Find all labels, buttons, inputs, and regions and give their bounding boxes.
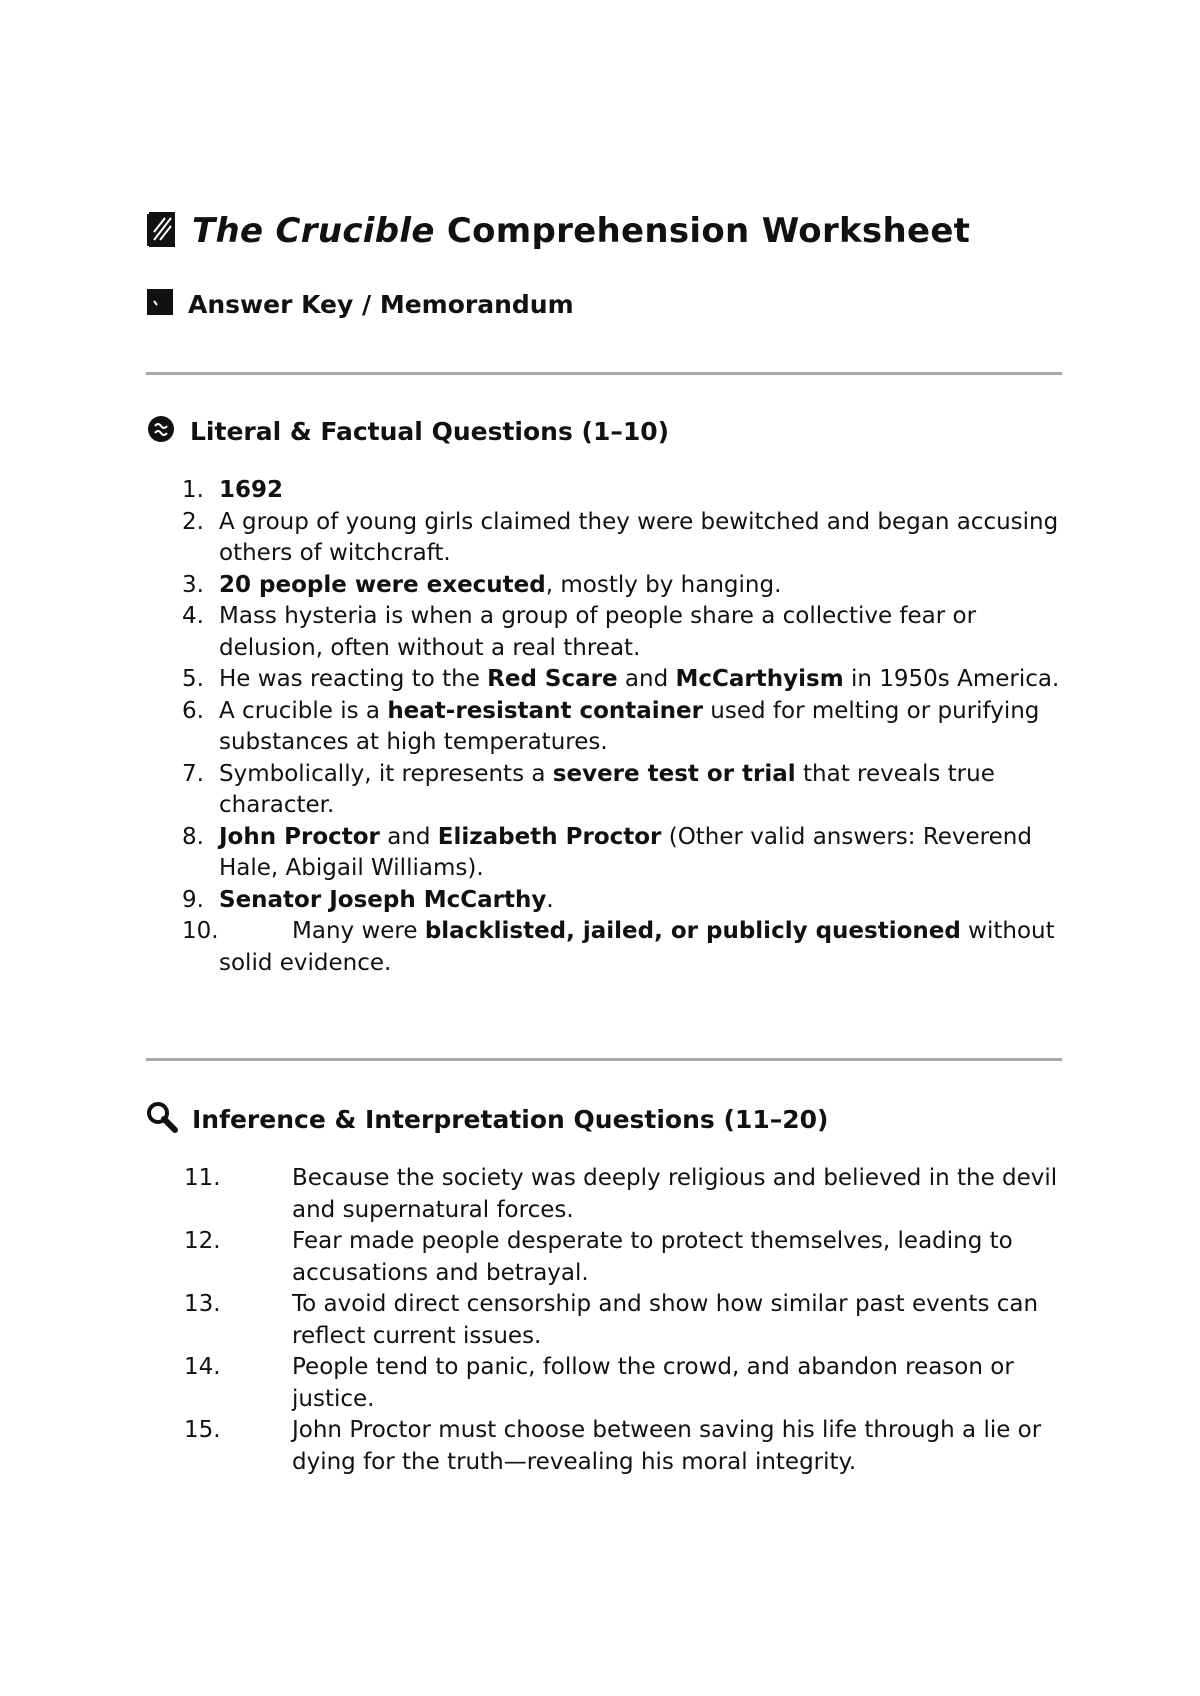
answer-item: 10. Many were blacklisted, jailed, or publicly questioned without solid evidence. xyxy=(182,918,1055,976)
sparkle-icon xyxy=(146,414,176,448)
checkbox-icon xyxy=(146,288,174,320)
notebook-icon xyxy=(146,210,178,252)
answer-item: 15. John Proctor must choose between saving his life through a lie or dying for the truth—revealing his moral integrity. xyxy=(184,1417,1042,1475)
answer-item: 9. Senator Joseph McCarthy. xyxy=(182,886,554,913)
subtitle-row xyxy=(146,288,574,320)
answer-item: 6. A crucible is a heat-resistant container used for melting or purifying substances at high temperatures. xyxy=(182,697,1040,755)
answer-item: 8. John Proctor and Elizabeth Proctor (Other valid answers: Reverend Hale, Abigail Williams). xyxy=(182,823,1032,881)
answer-item: 14. People tend to panic, follow the crowd, and abandon reason or justice. xyxy=(184,1354,1014,1412)
magnifier-icon xyxy=(146,1101,178,1137)
answer-item: 2. A group of young girls claimed they were bewitched and began accusing others of witchcraft. xyxy=(182,508,1059,566)
worksheet-title xyxy=(146,210,970,252)
section2-heading xyxy=(146,1101,828,1137)
section2-answer-list xyxy=(146,1163,1066,1478)
page-title: The Crucible Comprehension Worksheet xyxy=(192,211,971,251)
answer-item: 4. Mass hysteria is when a group of people share a collective fear or delusion, often without a real threat. xyxy=(182,603,977,661)
answer-item: 3. 20 people were executed, mostly by hanging. xyxy=(182,571,782,598)
answer-item: 7. Symbolically, it represents a severe test or trial that reveals true character. xyxy=(182,760,995,818)
answer-item: 1. 1692 xyxy=(182,477,284,503)
section1-title: Literal & Factual Questions (1–10) xyxy=(190,416,670,446)
page-subtitle: Answer Key / Memorandum xyxy=(188,289,574,319)
section2-title: Inference & Interpretation Questions (11–20) xyxy=(192,1104,829,1134)
section1-answer-list xyxy=(146,475,1066,979)
answer-item: 5. He was reacting to the Red Scare and McCarthyism in 1950s America. xyxy=(182,666,1060,692)
divider xyxy=(146,1058,1062,1061)
answer-item: 13. To avoid direct censorship and show how similar past events can reflect current issues. xyxy=(184,1291,1039,1349)
section1-heading xyxy=(146,414,669,448)
divider xyxy=(146,372,1062,375)
answer-item: 12. Fear made people desperate to protect themselves, leading to accusations and betrayal. xyxy=(184,1228,1013,1286)
answer-item: 11. Because the society was deeply religious and believed in the devil and supernatural forces. xyxy=(184,1165,1058,1223)
